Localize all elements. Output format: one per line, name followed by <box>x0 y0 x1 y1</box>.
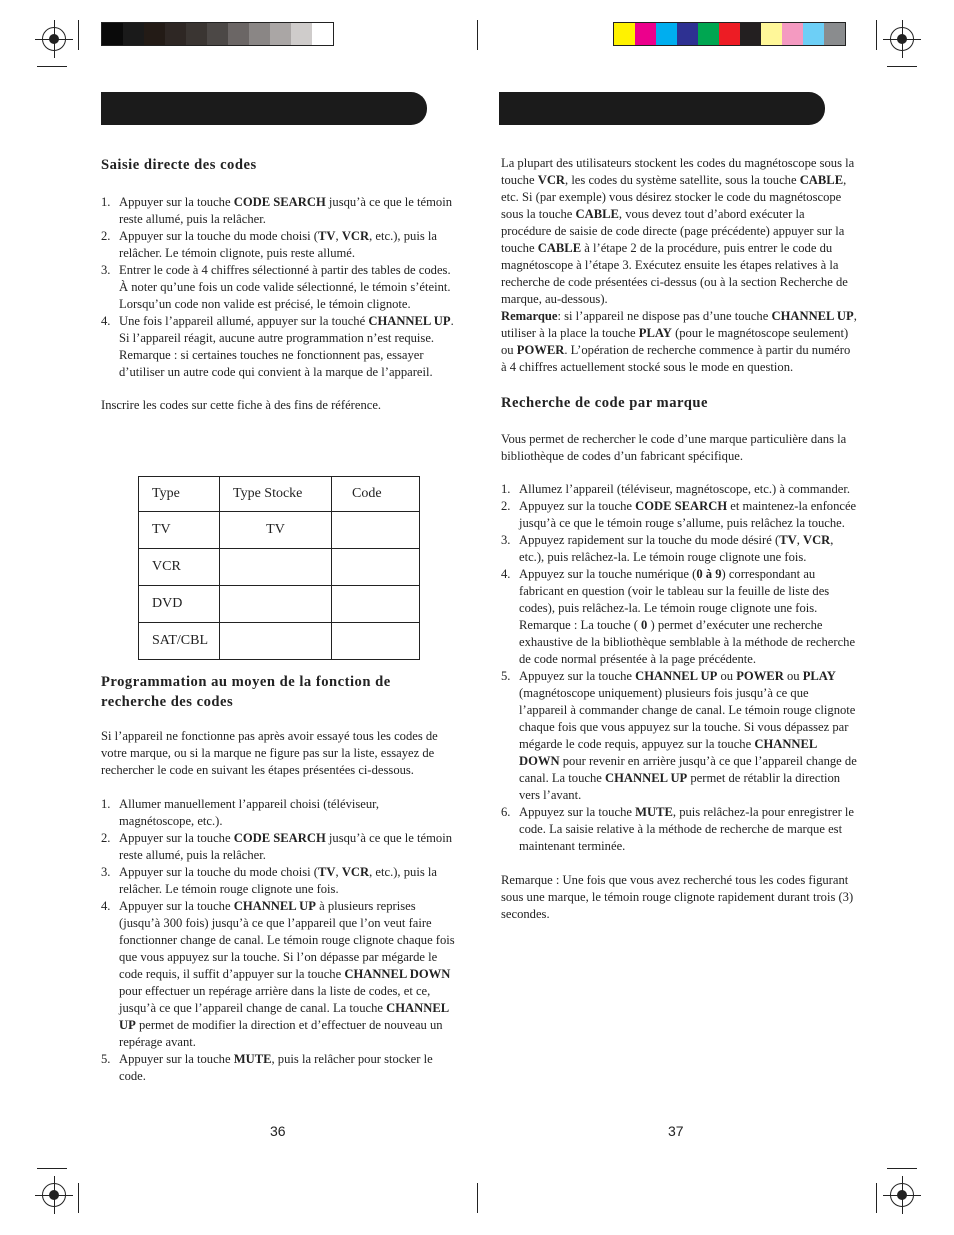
table-row <box>139 512 420 549</box>
key-name: VCR <box>341 229 370 243</box>
step-number: 4. <box>101 314 111 328</box>
text-run: Appuyez sur la touche <box>519 499 636 513</box>
text-run: , <box>335 865 342 879</box>
step-number: 1. <box>101 195 111 209</box>
list-item <box>501 532 857 566</box>
step-number: 5. <box>101 1052 111 1066</box>
key-name: PLAY <box>638 326 672 340</box>
color-swatch <box>740 23 761 45</box>
text-run: , etc. Si (par exemple) vous désirez stocker le code du magnétoscope sous la touche <box>501 173 847 221</box>
text-run: La plupart des utilisateurs stockent les codes du magnétoscope sous la touche <box>501 156 855 187</box>
table-header-cell: Code <box>332 477 420 512</box>
key-name: POWER <box>516 343 565 357</box>
text-run: Appuyez sur la touche <box>519 669 636 683</box>
key-name: VCR <box>537 173 566 187</box>
color-swatch <box>698 23 719 45</box>
text-run: Une fois l’appareil allumé, appuyer sur la touché <box>119 314 369 328</box>
list-item <box>101 313 457 381</box>
text-run: , <box>796 533 803 547</box>
color-swatch <box>782 23 803 45</box>
text-run: Allumez l’appareil (téléviseur, magnétoscope, etc.) à commander. <box>519 482 850 496</box>
key-name: CABLE <box>537 241 582 255</box>
left-column <box>101 155 457 414</box>
text-run: (magnétoscope uniquement) plusieurs fois jusqu’à ce que l’appareil à commander change de canal. Le témoin rouge clignote chaque fois que vous appuyez sur la touche. Si vous dépassez par mégarde le code requis, appuyez sur la touche <box>519 686 856 751</box>
list-item <box>101 796 457 830</box>
key-name: POWER <box>736 669 784 683</box>
color-swatch <box>144 23 165 45</box>
left-column-lower <box>101 672 457 1085</box>
key-name: CHANNEL UP <box>368 314 451 328</box>
text-run: Appuyer sur la touche <box>119 1052 234 1066</box>
color-swatch <box>228 23 249 45</box>
step-number: 3. <box>501 533 511 547</box>
color-swatch <box>207 23 228 45</box>
section-title-line: Programmation au moyen de la fonction de <box>101 674 391 690</box>
key-name: CHANNEL DOWN <box>519 737 817 768</box>
key-name: TV <box>779 533 797 547</box>
text-run: pour effectuer un repérage arrière dans la liste de codes, et ce, jusqu’à ce que l’appareil change de canal. La touche <box>119 984 431 1015</box>
table-row <box>139 623 420 660</box>
section-title-code-search <box>101 672 457 712</box>
step-number: 3. <box>101 263 111 277</box>
text-run: , etc.), puis relâchez-la. Le témoin rouge clignote une fois. <box>519 533 834 564</box>
color-swatch <box>824 23 845 45</box>
list-item <box>501 566 857 668</box>
step-number: 6. <box>501 805 511 819</box>
code-reference-table <box>138 476 420 660</box>
key-name: CHANNEL UP <box>605 771 688 785</box>
right-column <box>501 155 857 923</box>
text-run: permet de modifier la direction et d’effectuer de nouveau un repérage avant. <box>119 1018 443 1049</box>
key-name: MUTE <box>233 1052 272 1066</box>
color-swatch <box>186 23 207 45</box>
text-run: Appuyer sur la touche du mode choisi ( <box>119 229 319 243</box>
step-number: 5. <box>501 669 511 683</box>
crop-line <box>887 66 917 67</box>
crop-line <box>887 1168 917 1169</box>
brand-search-final-note: Remarque : Une fois que vous avez recherché tous les codes figurant sous une marque, le témoin rouge clignote rapidement durant trois (3) secondes. <box>501 873 854 921</box>
table-header-cell: Type Stocke <box>220 477 332 512</box>
crop-line <box>876 1183 877 1213</box>
list-item <box>501 481 857 498</box>
registration-mark-icon <box>42 1183 66 1207</box>
key-name: CABLE <box>799 173 844 187</box>
storage-intro <box>501 155 857 308</box>
text-run: pour revenir en arrière jusqu’à ce que l’appareil change de canal. La touche <box>519 754 857 785</box>
key-name: TV <box>318 865 336 879</box>
text-run: . L’opération de recherche commence à partir du numéro à 4 chiffres actuellement stocké sous le mode en question. <box>501 343 851 374</box>
key-name: CODE SEARCH <box>233 831 326 845</box>
list-item <box>101 194 457 228</box>
list-item <box>101 898 457 1051</box>
text-run: , utiliser à la place la touche <box>501 309 857 340</box>
step-number: 2. <box>101 831 111 845</box>
text-run: permet de rétablir la direction vers l’avant. <box>519 771 841 802</box>
table-cell <box>220 586 332 623</box>
brand-search-intro: Vous permet de rechercher le code d’une marque particulière dans la bibliothèque de codes d’un fabricant spécifique. <box>501 432 847 463</box>
list-item <box>101 864 457 898</box>
crop-line <box>477 1183 478 1213</box>
color-swatch <box>249 23 270 45</box>
text-run: Allumer manuellement l’appareil choisi (téléviseur, magnétoscope, etc.). <box>119 797 380 828</box>
key-name: VCR <box>341 865 370 879</box>
color-swatch <box>291 23 312 45</box>
color-swatch <box>761 23 782 45</box>
grayscale-bar <box>101 22 334 46</box>
table-cell: VCR <box>139 549 220 586</box>
step-number: 1. <box>501 482 511 496</box>
registration-mark-icon <box>890 1183 914 1207</box>
table-header-row <box>139 477 420 512</box>
text-run: Appuyer sur la touche <box>119 899 234 913</box>
color-swatch <box>270 23 291 45</box>
crop-line <box>78 20 79 50</box>
text-run: Entrer le code à 4 chiffres sélectionné à partir des tables de codes. À noter qu’une fois un code valide sélectionné, le témoin s’éteint. Lorsqu’un code non valide est précisé, le témoin clignote. <box>119 263 451 311</box>
list-item <box>501 668 857 804</box>
step-number: 2. <box>101 229 111 243</box>
text-run: ) correspondant au fabricant en question (voir le tableau sur la feuille de liste des codes), puis relâchez-la. Le témoin rouge clignote une fois. Remarque : La touche ( <box>519 567 830 632</box>
text-run: ou <box>717 669 737 683</box>
text-run: , etc.), puis la relâcher. Le témoin rouge clignote une fois. <box>119 865 437 896</box>
text-run: Appuyez sur la touche <box>519 805 636 819</box>
page-number-left: 36 <box>270 1123 286 1139</box>
text-run: ) permet d’exécuter une recherche exhaustive de la bibliothèque semblable à la méthode de recherche de code normal présentée à la page précédente. <box>519 618 856 666</box>
key-name: Remarque <box>501 309 558 323</box>
key-name: CHANNEL UP <box>771 309 854 323</box>
text-run: , puis relâchez-la pour enregistrer le code. La saisie relative à la méthode de recherche de marque est maintenant terminée. <box>519 805 855 853</box>
text-run: , puis la relâcher pour stocker le code. <box>119 1052 433 1083</box>
text-run: : si l’appareil ne dispose pas d’une touche <box>557 309 772 323</box>
text-run: . Si l’appareil réagit, aucune autre programmation n’est requise. Remarque : si certaines touches ne fonctionnent pas, essayer d’utiliser un autre code qui convient à la marque de l’appareil. <box>119 314 454 379</box>
key-name: 0 <box>641 618 648 632</box>
list-item <box>101 1051 457 1085</box>
color-swatch <box>312 23 333 45</box>
text-run: , <box>335 229 342 243</box>
color-swatch <box>677 23 698 45</box>
crop-line <box>37 66 67 67</box>
text-run: jusqu’à ce que le témoin reste allumé, puis la relâcher. <box>119 831 452 862</box>
list-item <box>101 228 457 262</box>
text-run: jusqu’à ce que le témoin reste allumé, puis la relâcher. <box>119 195 452 226</box>
reference-note: Inscrire les codes sur cette fiche à des fins de référence. <box>101 398 382 412</box>
step-number: 4. <box>501 567 511 581</box>
key-name: CABLE <box>575 207 619 221</box>
color-swatch <box>123 23 144 45</box>
text-run: Appuyer sur la touche <box>119 831 234 845</box>
text-run: (pour le magnétoscope seulement) ou <box>501 326 849 357</box>
step-number: 2. <box>501 499 511 513</box>
text-run: Appuyez sur la touche numérique ( <box>519 567 697 581</box>
key-name: CODE SEARCH <box>233 195 326 209</box>
step-number: 3. <box>101 865 111 879</box>
header-band-right <box>499 92 825 125</box>
table-cell <box>332 512 420 549</box>
text-run: , vous devez tout d’abord exécuter la procédure de saisie de code directe (page précédente) appuyer sur la touche <box>501 207 845 255</box>
table-cell: SAT/CBL <box>139 623 220 660</box>
section-title-line: recherche des codes <box>101 694 234 710</box>
crop-line <box>477 20 478 50</box>
list-item <box>101 830 457 864</box>
table-cell <box>332 549 420 586</box>
step-number: 1. <box>101 797 111 811</box>
key-name: 0 à 9 <box>696 567 722 581</box>
color-swatch <box>165 23 186 45</box>
section-title-direct-entry: Saisie directe des codes <box>101 157 257 173</box>
direct-entry-steps <box>101 194 457 381</box>
table-header-cell: Type <box>139 477 220 512</box>
section-title-brand-search: Recherche de code par marque <box>501 395 708 411</box>
key-name: TV <box>318 229 336 243</box>
table-cell: TV <box>139 512 220 549</box>
key-name: CHANNEL UP <box>119 1001 449 1032</box>
color-swatch <box>102 23 123 45</box>
list-item <box>501 804 857 855</box>
text-run: à plusieurs reprises (jusqu’à 300 fois) jusqu’à ce que l’appareil que l’on veut faire fonctionner change de canal. Le témoin rouge clignote chaque fois que vous appuyez sur la touche. Si l’on dépasse par mégarde le code requis, il suffit d’appuyer sur la touche <box>119 899 455 981</box>
table-row <box>139 586 420 623</box>
color-swatch <box>719 23 740 45</box>
code-search-intro: Si l’appareil ne fonctionne pas après avoir essayé tous les codes de votre marque, ou si la marque ne figure pas sur la liste, essayez de rechercher le code en suivant les étapes présentées ci-dessous. <box>101 729 438 777</box>
step-number: 4. <box>101 899 111 913</box>
crop-line <box>37 1168 67 1169</box>
key-name: CHANNEL UP <box>233 899 316 913</box>
storage-remark <box>501 308 857 376</box>
list-item <box>101 262 457 313</box>
text-run: à l’étape 2 de la procédure, puis entrer le code du magnétoscope à l’étape 3. Exécutez ensuite les étapes relatives à la recherche de code présentées ci-dessus (ou à la section Recherche de marque, au-dessous). <box>501 241 848 306</box>
page-number-right: 37 <box>668 1123 684 1139</box>
table-cell <box>220 623 332 660</box>
key-name: CODE SEARCH <box>635 499 728 513</box>
header-band-left <box>101 92 427 125</box>
registration-mark-icon <box>42 27 66 51</box>
table-row <box>139 549 420 586</box>
registration-mark-icon <box>890 27 914 51</box>
text-run: , etc.), puis la relâcher. Le témoin clignote, puis reste allumé. <box>119 229 437 260</box>
table-cell: DVD <box>139 586 220 623</box>
key-name: PLAY <box>802 669 836 683</box>
text-run: ou <box>783 669 803 683</box>
table-cell <box>220 549 332 586</box>
key-name: MUTE <box>635 805 673 819</box>
text-run: Appuyer sur la touche du mode choisi ( <box>119 865 319 879</box>
table-cell <box>332 623 420 660</box>
color-bar <box>613 22 846 46</box>
color-swatch <box>614 23 635 45</box>
code-search-steps <box>101 796 457 1085</box>
text-run: Appuyez rapidement sur la touche du mode désiré ( <box>519 533 780 547</box>
crop-line <box>876 20 877 50</box>
text-run: et maintenez-la enfoncée jusqu’à ce que le témoin rouge s’allume, puis relâchez la touche. <box>519 499 857 530</box>
key-name: CHANNEL DOWN <box>344 967 451 981</box>
color-swatch <box>635 23 656 45</box>
key-name: VCR <box>802 533 831 547</box>
text-run: , les codes du système satellite, sous la touche <box>565 173 800 187</box>
brand-search-steps <box>501 481 857 855</box>
table-cell: TV <box>220 512 332 549</box>
table-cell <box>332 586 420 623</box>
key-name: CHANNEL UP <box>635 669 718 683</box>
color-swatch <box>656 23 677 45</box>
text-run: Appuyer sur la touche <box>119 195 234 209</box>
crop-line <box>78 1183 79 1213</box>
color-swatch <box>803 23 824 45</box>
list-item <box>501 498 857 532</box>
